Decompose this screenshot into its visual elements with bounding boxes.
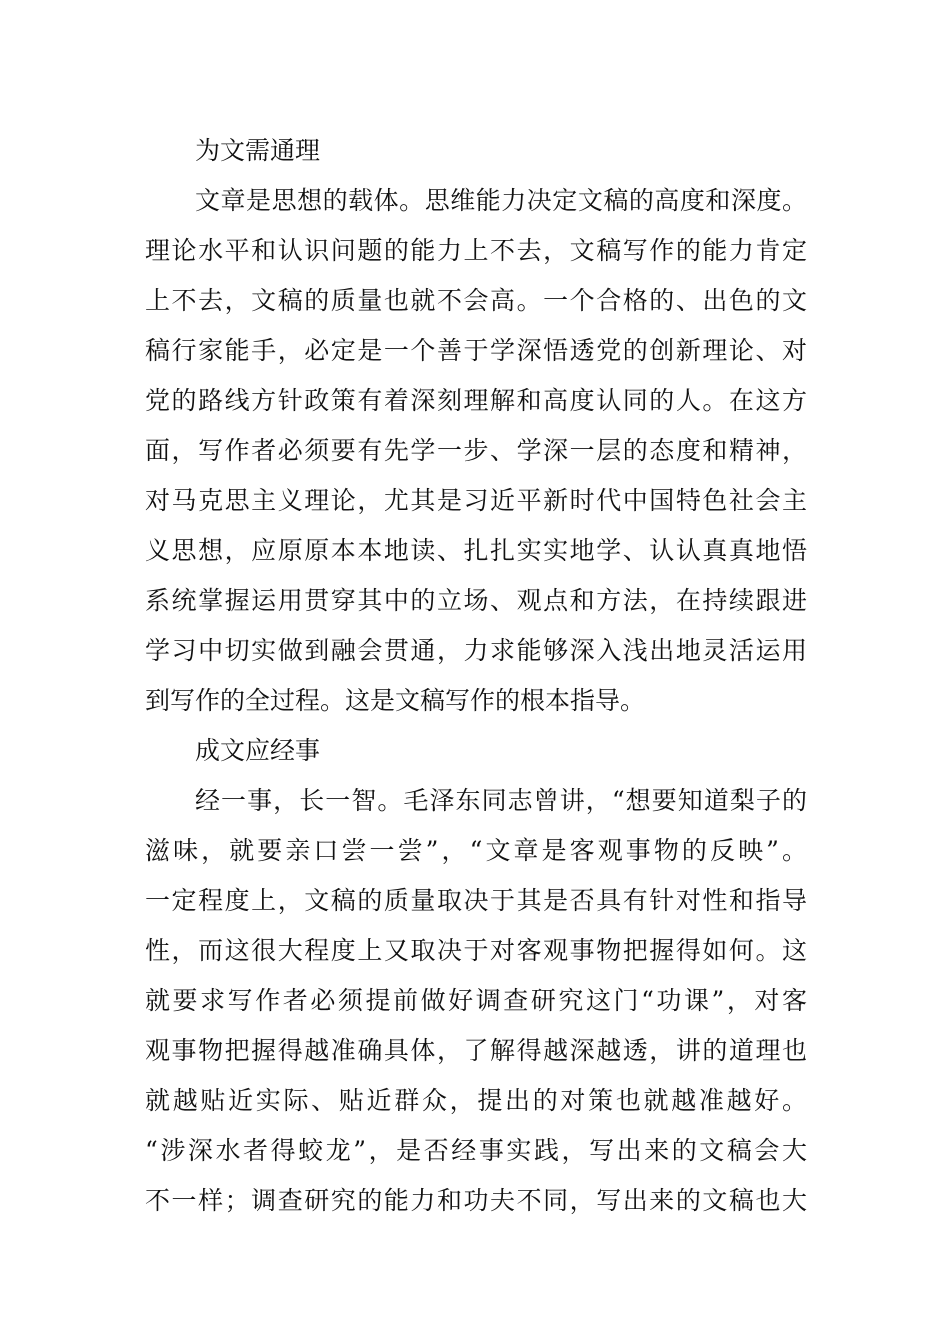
text-line: 经一事，长一智。毛泽东同志曾讲，“想要知道梨子的 [195, 786, 807, 815]
text-line: 文章是思想的载体。思维能力决定文稿的高度和深度。 [195, 186, 807, 215]
text-line: 上不去，文稿的质量也就不会高。一个合格的、出色的文 [145, 286, 807, 315]
text-line: 稿行家能手，必定是一个善于学深悟透党的创新理论、对 [145, 336, 807, 365]
text-line: 滋味，就要亲口尝一尝”，“文章是客观事物的反映”。 [145, 836, 807, 865]
text-line: 就要求写作者必须提前做好调查研究这门“功课”，对客 [145, 986, 807, 1015]
text-line: 面，写作者必须要有先学一步、学深一层的态度和精神， [145, 436, 807, 465]
text-line: 不一样；调查研究的能力和功夫不同，写出来的文稿也大 [145, 1186, 807, 1215]
text-line: 系统掌握运用贯穿其中的立场、观点和方法，在持续跟进 [145, 586, 807, 615]
text-line: 观事物把握得越准确具体，了解得越深越透，讲的道理也 [145, 1036, 807, 1065]
text-line: 党的路线方针政策有着深刻理解和高度认同的人。在这方 [145, 386, 807, 415]
paragraph [145, 176, 807, 726]
section-heading: 为文需通理 [195, 136, 321, 165]
text-line: 对马克思主义理论，尤其是习近平新时代中国特色社会主 [145, 486, 807, 515]
text-line: 性，而这很大程度上又取决于对客观事物把握得如何。这 [145, 936, 807, 965]
text-line: 理论水平和认识问题的能力上不去，文稿写作的能力肯定 [145, 236, 807, 265]
paragraph [145, 776, 807, 1226]
document-page [145, 126, 807, 1226]
text-line: 到写作的全过程。这是文稿写作的根本指导。 [145, 686, 646, 715]
section-2 [145, 726, 807, 1226]
section-1 [145, 126, 807, 726]
text-line: 一定程度上，文稿的质量取决于其是否具有针对性和指导 [145, 886, 807, 915]
text-line: 学习中切实做到融会贯通，力求能够深入浅出地灵活运用 [145, 636, 807, 665]
section-heading: 成文应经事 [195, 736, 321, 765]
text-line: 义思想，应原原本本地读、扎扎实实地学、认认真真地悟 [145, 536, 807, 565]
text-line: 就越贴近实际、贴近群众，提出的对策也就越准越好。 [145, 1086, 807, 1115]
text-line: “涉深水者得蛟龙”，是否经事实践，写出来的文稿会大 [145, 1136, 807, 1165]
